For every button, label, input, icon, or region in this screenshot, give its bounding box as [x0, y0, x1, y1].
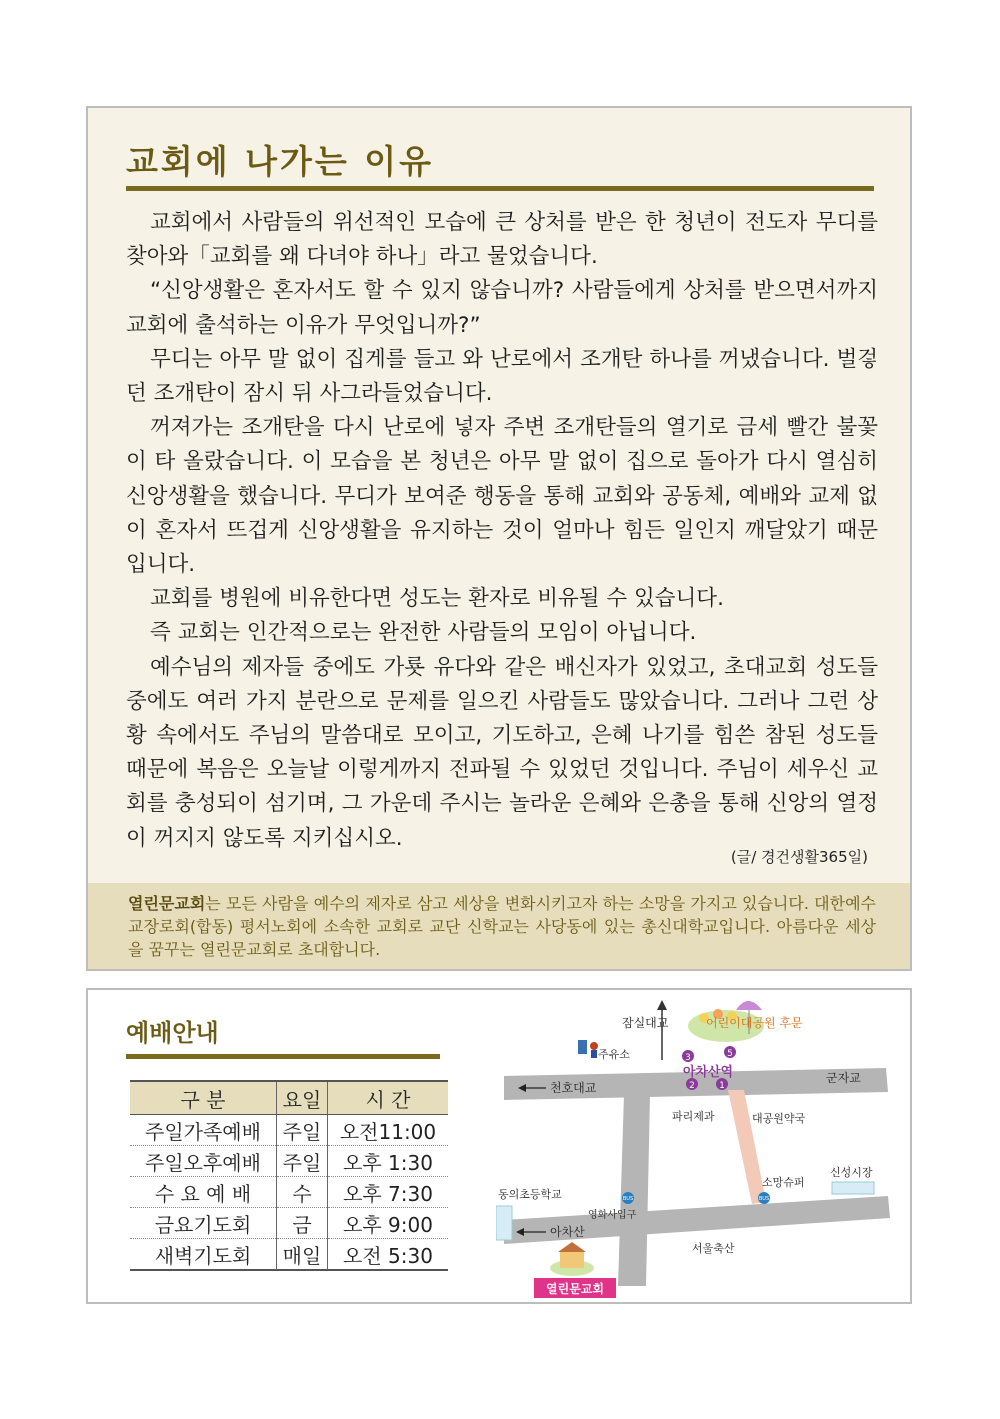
label-achasan: 아차산: [550, 1225, 585, 1239]
paragraph: “신앙생활은 혼자서도 할 수 있지 않습니까? 사람들에게 상처를 받으면서까지 교회에 출석하는 이유가 무엇입니까?”: [126, 278, 878, 338]
table-row: [130, 1146, 448, 1177]
service-time: 오후 1:30: [328, 1146, 449, 1177]
exit-label: 3: [685, 1053, 691, 1063]
service-time: 오후 7:30: [328, 1177, 449, 1208]
article-body: [126, 206, 878, 856]
table-row: [130, 1239, 448, 1271]
title-underline: [126, 186, 874, 191]
label-jamsil: 잠실대교: [622, 1016, 669, 1030]
label-paris: 파리제과: [672, 1110, 715, 1123]
table-row: [130, 1208, 448, 1239]
church-icon: [550, 1242, 594, 1276]
label-pharmacy: 대공원약국: [752, 1112, 806, 1125]
label-church: 열린문교회: [546, 1282, 604, 1296]
table-header-row: [130, 1081, 448, 1115]
label-youngwha: 영화사입구: [588, 1210, 637, 1221]
article-title: 교회에 나가는 이유: [126, 142, 435, 181]
article-source: (글/ 경건생활365일): [730, 848, 868, 866]
gas-station-icon: [578, 1040, 598, 1058]
paragraph: 예수님의 제자들 중에도 가룟 유다와 같은 배신자가 있었고, 초대교회 성도들 중에도 여러 가지 분란으로 문제를 일으킨 사람들도 많았습니다. 그러나 그런 상황 속에서도 주님의 말씀대로 모이고, 기도하고, 은혜 나기를 힘쓴 참된 성도들 때문에 복음은 오늘날 이렇게까지 전파될 수 있었던 것입니다. 주님이 세우신 교회를 충성되이 섬기며, 그 가운데 주시는 놀라운 은혜와 은총을 통해 신앙의 열정이 꺼지지 않도록 지키십시오.: [126, 654, 878, 851]
label-somang: 소망슈퍼: [762, 1176, 805, 1189]
article-box: [86, 106, 912, 971]
service-time: 오후 9:00: [328, 1208, 449, 1239]
header-day: 요일: [277, 1081, 328, 1115]
exit-label: 5: [727, 1049, 733, 1059]
paragraph: 즉 교회는 인간적으로는 완전한 사람들의 모임이 아닙니다.: [150, 620, 697, 646]
header-category: 구 분: [130, 1081, 277, 1115]
location-map: [496, 996, 896, 1298]
service-name: 주일가족예배: [130, 1115, 277, 1146]
road-vertical-east: [728, 1090, 766, 1204]
bus-label: BUS: [622, 1196, 634, 1202]
table-row: [130, 1177, 448, 1208]
paragraph: 교회에서 사람들의 위선적인 모습에 큰 상처를 받은 한 청년이 전도자 무디를 찾아와「교회를 왜 다녀야 하나」라고 물었습니다.: [126, 210, 878, 270]
school-icon: [496, 1206, 512, 1240]
service-day: 매일: [277, 1239, 328, 1271]
service-name: 새벽기도회: [130, 1239, 277, 1271]
church-name: 열린문교회: [128, 894, 206, 913]
road-vertical-west: [618, 1094, 650, 1286]
service-day: 주일: [277, 1115, 328, 1146]
church-intro-text: [128, 892, 876, 961]
label-achasan-station: 아차산역: [682, 1065, 734, 1080]
paragraph: 꺼져가는 조개탄을 다시 난로에 넣자 주변 조개탄들의 열기로 금세 빨간 불꽃이 타 올랐습니다. 이 모습을 본 청년은 아무 말 없이 집으로 돌아가 다시 열심히 신앙생활을 했습니다. 무디가 보여준 행동을 통해 교회와 공동체, 예배와 교제 없이 혼자서 뜨겁게 신앙생활을 유지하는 것이 얼마나 힘든 일인지 깨달았기 때문입니다.: [126, 415, 878, 578]
church-intro-body: 는 모든 사람을 예수의 제자로 삼고 세상을 변화시키고자 하는 소망을 가지고 있습니다. 대한예수교장로회(합동) 평서노회에 소속한 교회로 교단 신학교는 사당동에 있는 총신대학교입니다. 아름다운 세상을 꿈꾸는 열린문교회로 초대합니다.: [128, 894, 876, 959]
worship-box: [86, 988, 912, 1304]
service-day: 금: [277, 1208, 328, 1239]
service-name: 주일오후예배: [130, 1146, 277, 1177]
label-butcher: 서울축산: [692, 1242, 735, 1255]
table-row: [130, 1115, 448, 1146]
label-park: 어린이대공원 후문: [706, 1016, 803, 1030]
paragraph: 무디는 아무 말 없이 집게를 들고 와 난로에서 조개탄 하나를 꺼냈습니다. 벌겋던 조개탄이 잠시 뒤 사그라들었습니다.: [126, 346, 878, 407]
arrow-north-icon: [657, 1000, 667, 1010]
service-day: 수: [277, 1177, 328, 1208]
market-icon: [832, 1182, 874, 1194]
label-gunja: 군자교: [826, 1071, 861, 1085]
service-name: 수 요 예 배: [130, 1177, 277, 1208]
church-intro: [88, 883, 910, 969]
worship-title: 예배안내: [126, 1019, 219, 1047]
exit-label: 1: [719, 1081, 725, 1091]
worship-title-underline: [126, 1054, 440, 1059]
service-time: 오전11:00: [328, 1115, 449, 1146]
exit-label: 2: [689, 1081, 695, 1091]
service-day: 주일: [277, 1146, 328, 1177]
worship-table: [130, 1080, 448, 1271]
label-sinseong: 신성시장: [830, 1166, 873, 1179]
label-school: 동의초등학교: [498, 1188, 562, 1201]
label-cheonho: 천호대교: [550, 1081, 597, 1095]
header-time: 시 간: [328, 1081, 449, 1115]
service-time: 오전 5:30: [328, 1239, 449, 1271]
service-name: 금요기도회: [130, 1208, 277, 1239]
bus-label: BUS: [758, 1196, 770, 1202]
paragraph: 교회를 병원에 비유한다면 성도는 환자로 비유될 수 있습니다.: [150, 586, 724, 612]
label-gas-station: 주유소: [598, 1048, 630, 1061]
